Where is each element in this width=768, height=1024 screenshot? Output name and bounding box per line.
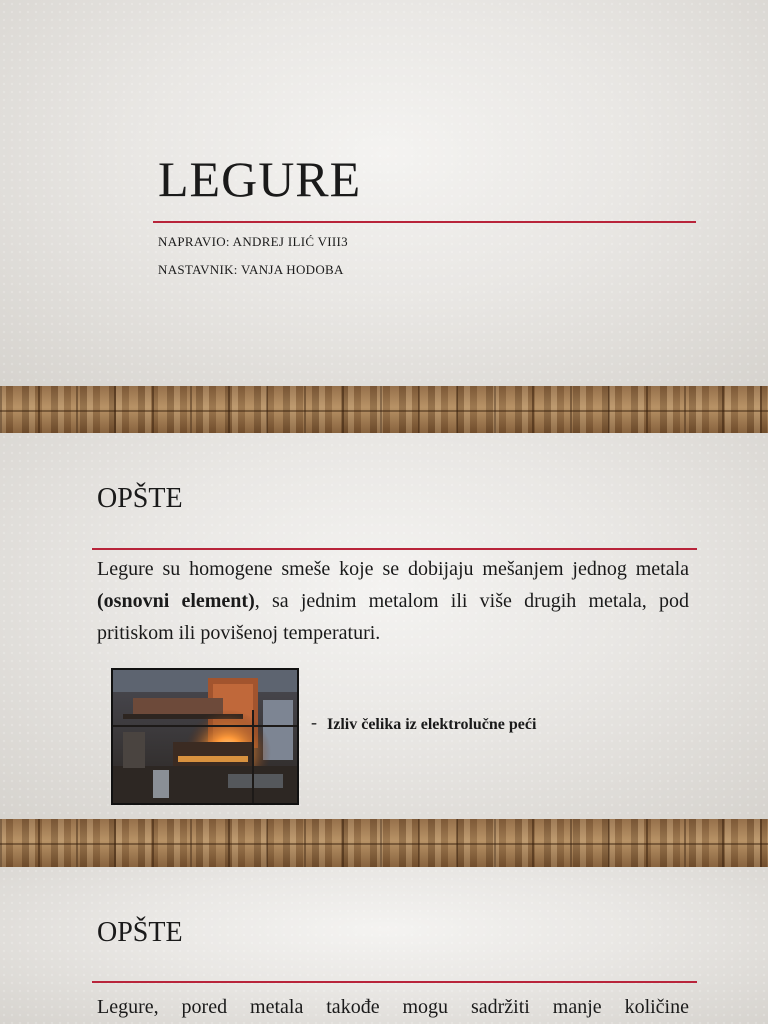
slide-title: OPŠTE: [97, 483, 183, 514]
title-divider: [92, 981, 697, 983]
steel-furnace-photo: [111, 668, 299, 805]
title-slide: [0, 0, 768, 386]
slide-body-text: [97, 553, 689, 649]
teacher-line: NASTAVNIK: VANJA HODOBA: [158, 262, 344, 277]
author-line: NAPRAVIO: ANDREJ ILIĆ VIII3: [158, 234, 348, 249]
presentation-title: LEGURE: [158, 151, 362, 207]
slide-title: OPŠTE: [97, 917, 183, 948]
furnace-illustration: [113, 670, 297, 803]
body-text: Legure, pored metala takođe mogu sadržiti manje količine: [97, 996, 689, 1018]
slide-body-text: [97, 991, 689, 1023]
body-text-part2: , sa jednim metalom ili više drugih metala, pod pritiskom ili povišenoj temperaturi.: [97, 590, 689, 644]
bullet-text: Izliv čelika iz elektrolučne peći: [327, 716, 537, 733]
bullet-dash: -: [311, 712, 317, 732]
image-caption: [311, 712, 537, 734]
wood-floor-separator: [0, 819, 768, 867]
body-text-part1: Legure su homogene smeše koje se dobijaju mešanjem jednog metala: [97, 558, 689, 580]
title-divider: [92, 548, 697, 550]
body-text-bold: (osnovni element): [97, 590, 255, 612]
content-slide-opste-2: [0, 867, 768, 1024]
title-divider: [153, 221, 696, 223]
wood-floor-separator: [0, 386, 768, 433]
